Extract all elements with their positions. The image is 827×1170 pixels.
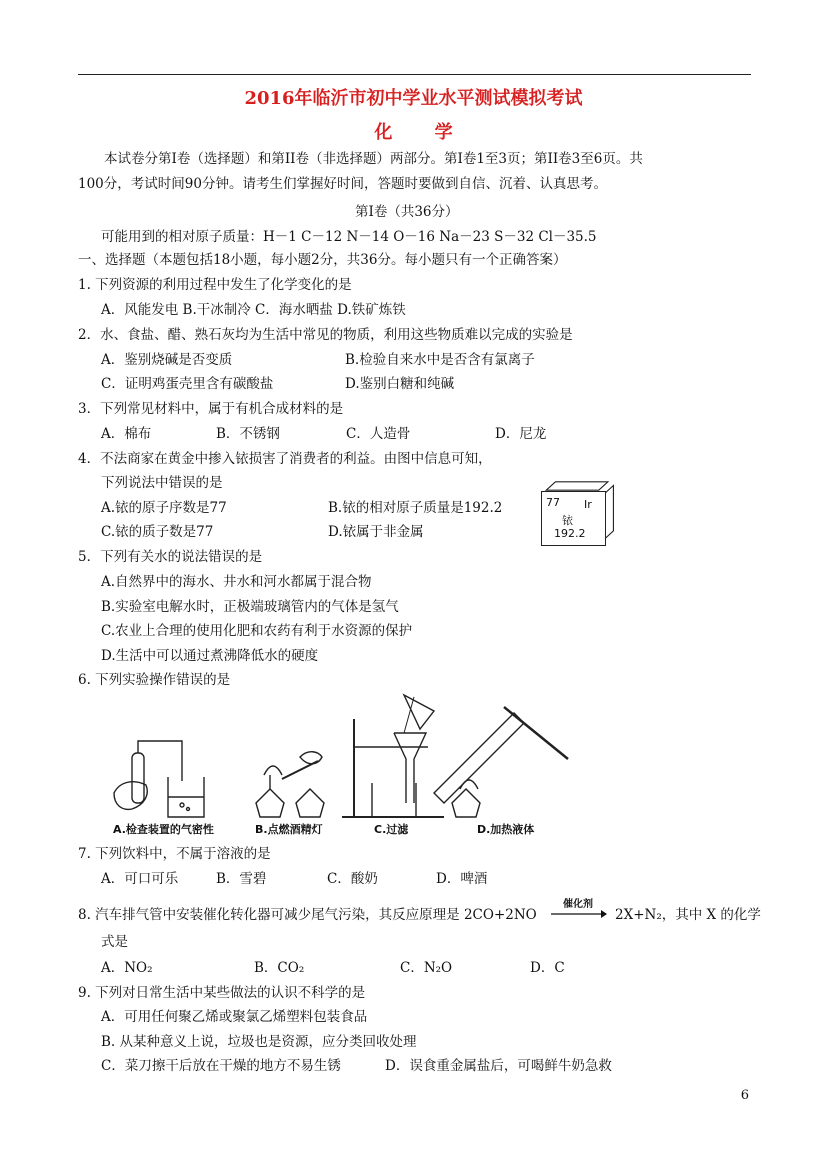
q2-option-b: B.检验自来水中是否含有氯离子 [345,352,535,368]
exam-title: 2016年临沂市初中学业水平测试模拟考试 [244,88,583,109]
q8-stem-2: 式是 [101,934,128,950]
q1-stem: 1. 下列资源的利用过程中发生了化学变化的是 [78,277,352,293]
intro-line-2: 100分，考试时间90分钟。请考生们掌握好时间，答题时要做到自信、沉着、认真思考。 [78,176,607,192]
q4-option-b: B.铱的相对原子质量是192.2 [328,500,503,516]
subject-title: 化 学 [374,122,471,143]
pouring-beaker [404,695,434,729]
q4-option-d: D.铱属于非金属 [328,524,424,540]
hand [114,782,147,810]
atomic-masses: 可能用到的相对原子质量：H－1 C－12 N－14 O－16 Na－23 S－32 Cl－35.5 [101,229,597,245]
q7-option-a: A．可口可乐 [101,871,179,887]
q4-stem: 4．不法商家在黄金中掺入铱损害了消费者的利益。由图中信息可知， [78,451,492,467]
alcohol-lamp-right [296,789,324,817]
q5-stem: 5．下列有关水的说法错误的是 [78,549,263,565]
q3-option-d: D．尼龙 [495,426,547,442]
caption-d: D.加热液体 [477,823,535,836]
q8-stem-post: 2X+N₂，其中 X 的化学 [615,907,761,923]
heated-test-tube [434,713,524,803]
intro-line-1: 本试卷分第Ⅰ卷（选择题）和第II卷（非选择题）两部分。第Ⅰ卷1至3页；第II卷3至6页。共 [104,151,643,167]
q8-option-b: B．CO₂ [254,960,305,976]
q4-option-c: C.铱的质子数是77 [101,524,214,540]
element-card [541,491,606,546]
element-number: 77 [546,496,560,509]
q3-option-b: B．不锈钢 [216,426,280,442]
caption-b: B.点燃酒精灯 [255,823,323,836]
q9-option-a: A．可用任何聚乙烯或聚氯乙烯塑料包装食品 [101,1009,368,1025]
q3-stem: 3．下列常见材料中，属于有机合成材料的是 [78,401,344,417]
q5-option-a: A.自然界中的海水、井水和河水都属于混合物 [101,574,372,590]
q6-stem: 6. 下列实验操作错误的是 [78,672,231,688]
alcohol-lamp-d [452,789,480,817]
q5-option-c: C.农业上合理的使用化肥和农药有利于水资源的保护 [101,623,413,639]
q9-stem: 9. 下列对日常生活中某些做法的认识不科学的是 [78,985,366,1001]
q5-option-b: B.实验室电解水时，正极端玻璃管内的气体是氢气 [101,599,399,615]
q2-option-a: A．鉴别烧碱是否变质 [101,352,233,368]
q8-option-c: C．N₂O [400,960,453,976]
q4-stem-2: 下列说法中错误的是 [101,475,223,491]
caption-a: A.检查装置的气密性 [113,823,214,836]
header-rule [78,74,751,75]
q5-option-d: D.生活中可以通过煮沸降低水的硬度 [101,648,319,664]
q2-option-c: C．证明鸡蛋壳里含有碳酸盐 [101,376,274,392]
q1-options: A．风能发电 B.干冰制冷 C．海水晒盐 D.铁矿炼铁 [101,302,406,318]
q3-option-a: A．棉布 [101,426,152,442]
q7-option-d: D．啤酒 [436,871,488,887]
q3-option-c: C．人造骨 [346,426,411,442]
q7-option-c: C．酸奶 [327,871,378,887]
section-title: 第Ⅰ卷（共36分） [355,204,459,220]
lab-operations-figure [104,693,584,821]
reaction-arrow [551,909,607,919]
element-symbol: Ir [584,498,592,511]
q4-option-a: A.铱的原子序数是77 [101,500,227,516]
q2-stem: 2．水、食盐、醋、熟石灰均为生活中常见的物质，利用这些物质难以完成的实验是 [78,327,573,343]
beaker-c [372,783,416,817]
q8-option-a: A．NO₂ [101,960,153,976]
q9-option-d: D．误食重金属盐后，可喝鲜牛奶急救 [385,1058,612,1074]
q9-option-b: B. 从某种意义上说，垃圾也是资源，应分类回收处理 [101,1034,417,1050]
q7-stem: 7. 下列饮料中，不属于溶液的是 [78,846,271,862]
q9-option-c: C．菜刀擦干后放在干燥的地方不易生锈 [101,1058,341,1074]
q8-stem: 8. 汽车排气管中安装催化转化器可减少尾气污染，其反应原理是 2CO+2NO [78,907,537,923]
element-name: 铱 [562,514,573,527]
q2-option-d: D.鉴别白糖和纯碱 [345,376,455,392]
q7-option-b: B．雪碧 [216,871,267,887]
test-tube [132,753,144,803]
caption-c: C.过滤 [374,823,409,836]
catalyst-label: 催化剂 [563,899,593,910]
section-instructions: 一、选择题（本题包括18小题，每小题2分，共36分。每小题只有一个正确答案） [78,252,567,268]
element-mass: 192.2 [554,527,586,540]
alcohol-lamp-left [256,789,284,817]
q8-option-d: D．C [530,960,565,976]
page-number: 6 [740,1088,749,1103]
